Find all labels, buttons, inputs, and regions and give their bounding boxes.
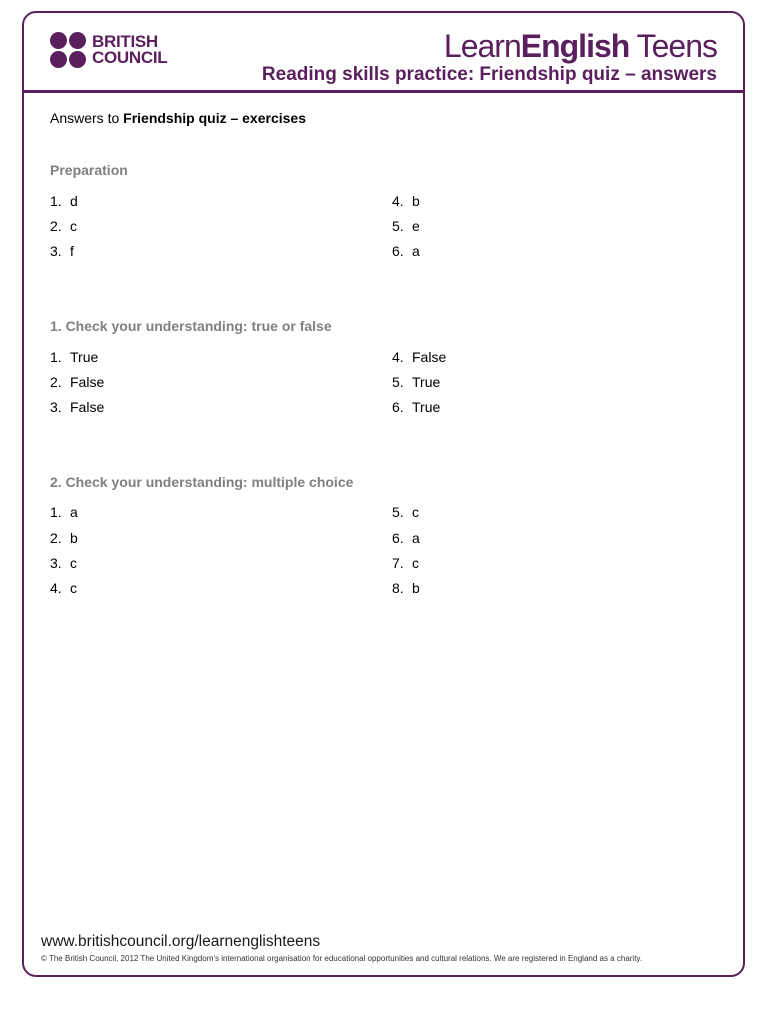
answer-value: c: [70, 580, 77, 596]
answer-number: 3.: [50, 399, 62, 415]
answer-number: 5.: [392, 218, 404, 234]
answer-value: b: [412, 193, 420, 209]
answer-number: 2.: [50, 218, 62, 234]
header-divider: [22, 90, 745, 93]
british-council-wordmark: [92, 31, 168, 67]
answer-number: 5.: [392, 374, 404, 390]
brand-english: English: [520, 28, 630, 64]
answer-value: c: [412, 555, 419, 571]
brand-learn: Learn: [443, 28, 521, 64]
answer-item: [50, 399, 104, 416]
answer-number: 3.: [50, 243, 62, 259]
answer-value: True: [70, 349, 99, 365]
intro-bold: Friendship quiz – exercises: [123, 110, 306, 126]
footer-copyright: © The British Council, 2012 The United Kingdom’s international organisation for educational opportunities and cultural relations. We are registered in England as a charity.: [41, 954, 643, 963]
british-council-dots-icon: [50, 32, 86, 68]
answer-value: False: [70, 399, 105, 415]
answer-value: a: [412, 243, 420, 259]
answer-number: 2.: [50, 530, 62, 546]
intro-line: [50, 110, 306, 127]
answer-value: a: [412, 530, 420, 546]
answer-number: 7.: [392, 555, 404, 571]
brand-teens: Teens: [629, 28, 717, 64]
answer-value: c: [412, 504, 419, 520]
answer-item: [50, 243, 74, 260]
answer-value: a: [70, 504, 78, 520]
answer-value: False: [412, 349, 447, 365]
bc-line-1: BRITISH: [92, 31, 158, 51]
answer-number: 1.: [50, 193, 62, 209]
answer-value: False: [70, 374, 105, 390]
page-frame: [22, 11, 745, 977]
answer-item: [392, 555, 419, 572]
answer-item: [50, 349, 98, 366]
answer-item: [50, 374, 104, 391]
intro-prefix: Answers to: [50, 110, 124, 126]
answer-item: [50, 193, 78, 210]
answer-item: [392, 504, 419, 521]
answer-item: [392, 530, 420, 547]
answer-value: e: [412, 218, 420, 234]
answer-item: [50, 530, 78, 547]
answer-number: 3.: [50, 555, 62, 571]
answer-number: 2.: [50, 374, 62, 390]
answer-number: 1.: [50, 349, 62, 365]
answer-value: True: [412, 399, 441, 415]
bc-line-2: COUNCIL: [92, 47, 168, 67]
answer-number: 4.: [392, 193, 404, 209]
answer-item: [392, 374, 440, 391]
answer-number: 1.: [50, 504, 62, 520]
answer-item: [392, 349, 446, 366]
answer-number: 8.: [392, 580, 404, 596]
footer-url-link[interactable]: www.britishcouncil.org/learnenglishteens: [41, 933, 321, 950]
answer-value: b: [412, 580, 420, 596]
answer-item: [392, 243, 420, 260]
section-heading-preparation: Preparation: [50, 162, 128, 178]
learnenglish-teens-logo: [444, 28, 717, 64]
answer-item: [50, 218, 77, 235]
answer-item: [392, 399, 440, 416]
section-heading-true-false: 1. Check your understanding: true or false: [50, 318, 332, 334]
answer-item: [392, 218, 420, 235]
answer-item: [50, 504, 78, 521]
answer-number: 4.: [50, 580, 62, 596]
answer-item: [392, 193, 420, 210]
answer-item: [50, 555, 77, 572]
answer-item: [50, 580, 77, 597]
answer-value: c: [70, 218, 77, 234]
section-heading-multiple-choice: 2. Check your understanding: multiple choice: [50, 474, 354, 490]
answer-value: f: [70, 243, 74, 259]
answer-value: True: [412, 374, 441, 390]
document-title: Reading skills practice: Friendship quiz – answers: [261, 64, 717, 85]
answer-number: 6.: [392, 530, 404, 546]
answer-number: 4.: [392, 349, 404, 365]
answer-value: b: [70, 530, 78, 546]
answer-value: c: [70, 555, 77, 571]
answer-item: [392, 580, 420, 597]
answer-number: 6.: [392, 243, 404, 259]
answer-value: d: [70, 193, 78, 209]
answer-number: 5.: [392, 504, 404, 520]
answer-number: 6.: [392, 399, 404, 415]
british-council-logo: [50, 32, 167, 68]
